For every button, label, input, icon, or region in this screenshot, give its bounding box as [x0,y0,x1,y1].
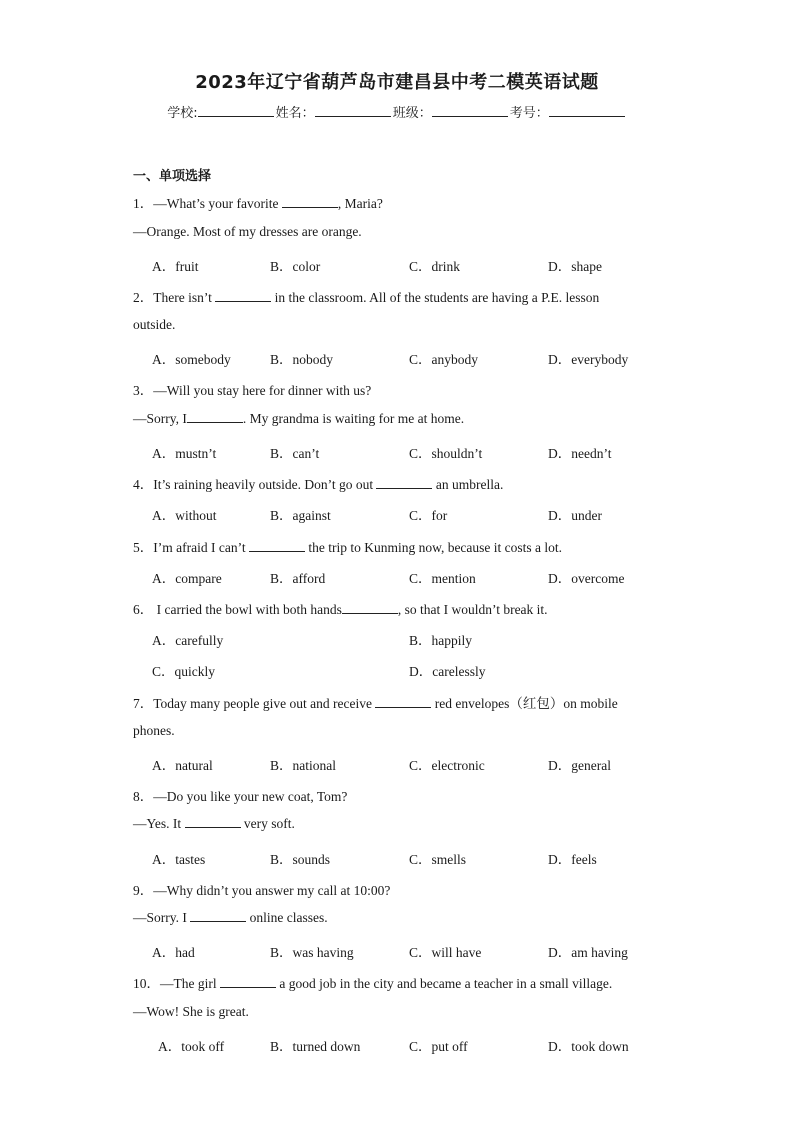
option-c[interactable]: C．for [409,508,448,523]
question-number: 9． [133,883,154,898]
question-2 [133,286,599,306]
question-6 [133,598,548,618]
answer-blank[interactable] [190,910,246,922]
question-10-line2: —Wow! She is great. [133,1004,249,1019]
question-7-line2: phones. [133,723,175,738]
question-text: , so that I wouldn’t break it. [397,602,548,617]
question-text: I carried the bowl with both hands [153,602,342,617]
option-a[interactable]: A．compare [152,571,222,586]
question-10 [133,972,612,992]
answer-blank[interactable] [185,816,241,828]
question-number: 1． [133,196,154,211]
option-b[interactable]: B．was having [270,945,354,960]
question-9-line2 [133,910,328,926]
option-c[interactable]: C．smells [409,852,467,867]
question-text: an umbrella. [432,477,504,492]
option-a[interactable]: A．without [152,508,217,523]
student-info [0,102,794,121]
question-text: There isn’t [153,290,216,305]
option-d[interactable]: D．feels [548,852,597,867]
question-text: Today many people give out and receive [153,696,376,711]
question-text: —Do you like your new coat, Tom? [153,789,348,804]
question-number: 6． [133,602,154,617]
option-a[interactable]: A．natural [152,758,213,773]
question-5 [133,536,562,556]
option-a[interactable]: A．somebody [152,352,231,367]
question-3-line2 [133,411,464,427]
answer-blank[interactable] [342,602,398,614]
name-label: 姓名： [275,106,315,121]
question-text: red envelopes（红包）on mobile [431,696,618,711]
option-a[interactable]: A．tastes [152,852,206,867]
question-text: —Sorry, I [133,411,187,426]
question-1 [133,192,383,212]
question-text: . My grandma is waiting for me at home. [242,411,465,426]
question-text: —Will you stay here for dinner with us? [153,383,372,398]
option-c[interactable]: C．will have [409,945,482,960]
option-b[interactable]: B．turned down [270,1039,361,1054]
option-a[interactable]: A．took off [158,1039,225,1054]
question-text: a good job in the city and became a teacher in a small village. [276,976,613,991]
option-c[interactable]: C．anybody [409,352,478,367]
option-d[interactable]: D．general [548,758,611,773]
class-label: 班级： [392,106,432,121]
question-number: 8． [133,789,154,804]
answer-blank[interactable] [282,196,338,208]
question-text: online classes. [246,910,328,925]
question-number: 4． [133,477,154,492]
option-b[interactable]: B．color [270,259,321,274]
section-heading: 一、单项选择 [133,169,212,184]
option-c[interactable]: C．quickly [152,664,215,679]
question-number: 2． [133,290,154,305]
question-text: , Maria? [337,196,383,211]
option-b[interactable]: B．happily [409,633,472,648]
question-text: very soft. [240,816,295,831]
option-b[interactable]: B．against [270,508,331,523]
name-blank[interactable] [315,104,391,117]
option-c[interactable]: C．put off [409,1039,468,1054]
question-text: It’s raining heavily outside. Don’t go out [153,477,377,492]
option-a[interactable]: A．mustn’t [152,446,217,461]
question-number: 5． [133,540,154,555]
question-number: 10． [133,976,160,991]
option-d[interactable]: D．overcome [548,571,625,586]
option-a[interactable]: A．fruit [152,259,199,274]
question-1-line2: —Orange. Most of my dresses are orange. [133,224,362,239]
number-blank[interactable] [549,104,625,117]
school-blank[interactable] [198,104,274,117]
option-d[interactable]: D．am having [548,945,628,960]
question-7 [133,692,618,712]
option-d[interactable]: D．needn’t [548,446,612,461]
option-b[interactable]: B．national [270,758,336,773]
question-4 [133,473,503,493]
option-d[interactable]: D．under [548,508,602,523]
option-b[interactable]: B．nobody [270,352,334,367]
option-d[interactable]: D．shape [548,259,602,274]
question-3 [133,379,371,399]
question-9 [133,879,390,899]
question-number: 3． [133,383,154,398]
option-a[interactable]: A．carefully [152,633,224,648]
answer-blank[interactable] [249,540,305,552]
number-label: 考号： [509,106,549,121]
question-text: —What’s your favorite [153,196,282,211]
class-blank[interactable] [432,104,508,117]
question-number: 7． [133,696,154,711]
option-d[interactable]: D．carelessly [409,664,486,679]
option-b[interactable]: B．can’t [270,446,320,461]
option-c[interactable]: C．shouldn’t [409,446,483,461]
option-c[interactable]: C．mention [409,571,476,586]
question-2-line2: outside. [133,317,176,332]
answer-blank[interactable] [376,477,432,489]
option-a[interactable]: A．had [152,945,195,960]
answer-blank[interactable] [375,696,431,708]
page-title: 2023年辽宁省葫芦岛市建昌县中考二模英语试题 [195,72,599,93]
option-d[interactable]: D．everybody [548,352,629,367]
option-c[interactable]: C．electronic [409,758,485,773]
option-b[interactable]: B．sounds [270,852,331,867]
question-text: —Sorry. I [133,910,191,925]
answer-blank[interactable] [220,976,276,988]
question-text: —Yes. It [133,816,185,831]
option-c[interactable]: C．drink [409,259,461,274]
answer-blank[interactable] [215,290,271,302]
option-b[interactable]: B．afford [270,571,326,586]
question-8 [133,785,347,805]
question-text: in the classroom. All of the students are having a P.E. lesson [271,290,600,305]
answer-blank[interactable] [187,411,243,423]
question-text: the trip to Kunming now, because it costs a lot. [304,540,563,555]
question-text: —The girl [160,976,220,991]
question-text: —Why didn’t you answer my call at 10:00? [153,883,391,898]
option-d[interactable]: D．took down [548,1039,629,1054]
question-text: I’m afraid I can’t [153,540,249,555]
school-label: 学校: [167,106,198,121]
question-8-line2 [133,816,295,832]
